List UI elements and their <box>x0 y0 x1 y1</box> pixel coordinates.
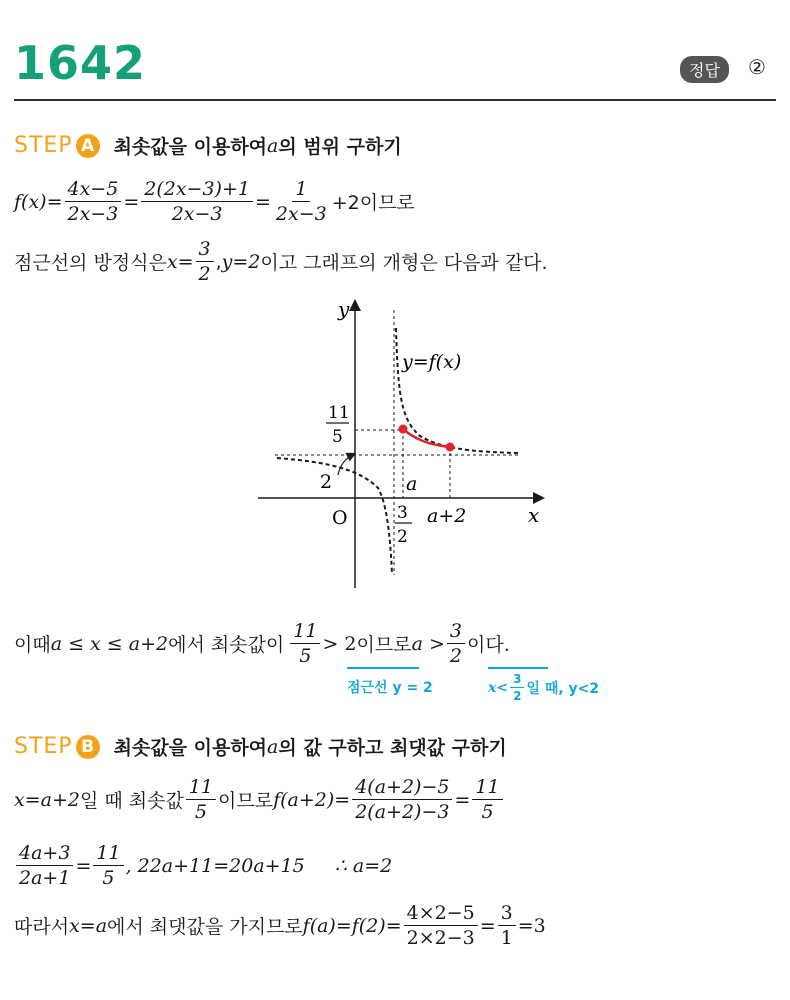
b1-t1: x=a+2 <box>14 788 80 811</box>
x-axis-label: x <box>528 503 540 527</box>
step-b-title-2: 의 값 구하고 최댓값 구하기 <box>278 737 507 759</box>
eq2: = <box>254 190 271 213</box>
line3-t4: 이다. <box>466 634 510 656</box>
line2-frac-den: 2 <box>198 263 211 285</box>
a2-label: a+2 <box>427 505 467 527</box>
y-intercept-arrow <box>338 454 354 475</box>
line3-frac1-num: 11 <box>290 620 320 644</box>
annot2-a: x< <box>488 679 509 696</box>
b1-frac3-num: 11 <box>472 776 502 800</box>
b2-t2: ∴ a=2 <box>334 854 393 877</box>
b2-frac2-num: 11 <box>93 842 123 866</box>
b3-x-eq: x=a <box>69 914 108 937</box>
line3-gt: > 2 <box>322 632 357 655</box>
line3-frac1-den: 5 <box>299 645 312 667</box>
annot1-underline <box>347 667 419 669</box>
line2-x-eq: x= <box>166 250 194 273</box>
line2-frac-num: 3 <box>196 238 214 262</box>
annot2-underline <box>488 667 548 669</box>
b2-frac1-num: 4a+3 <box>16 842 73 866</box>
annot2-den: 2 <box>513 689 522 703</box>
eq1: = <box>123 190 140 213</box>
b1-frac2-den: 2(a+2)−3 <box>355 801 450 823</box>
b2-frac1-den: 2a+1 <box>19 867 71 889</box>
origin-label: O <box>332 507 348 529</box>
line3-t3: 이므로 <box>356 634 412 656</box>
line3-frac2-den: 2 <box>449 645 462 667</box>
b3-t2: 에서 최댓값을 가지므로 <box>107 916 303 938</box>
line3-t2: 에서 최솟값이 <box>168 634 285 656</box>
step-a-line3 <box>14 620 510 667</box>
y-tick-num: 11 <box>328 403 350 423</box>
y-tick-den: 5 <box>332 427 343 447</box>
b1-fa: f(a+2)= <box>273 788 351 811</box>
frac3-num: 1 <box>292 178 310 202</box>
y-axis-label: y <box>338 297 350 321</box>
annot1: 점근선 y = 2 <box>347 680 433 696</box>
x-tick-num: 3 <box>397 503 408 523</box>
b1-t2: 일 때 최솟값 <box>79 790 184 812</box>
b3-frac2-den: 1 <box>500 927 513 949</box>
b3-tail: =3 <box>517 914 546 937</box>
step-a-letter: A <box>76 134 100 158</box>
highlight-segment <box>403 429 450 447</box>
function-graph <box>230 290 560 600</box>
line3-t1: 이때 <box>14 634 51 656</box>
point-min <box>446 443 455 452</box>
x-tick-den: 2 <box>397 527 408 547</box>
step-b-letter: B <box>76 735 100 759</box>
b1-eq: = <box>454 788 471 811</box>
frac2-num: 2(2x−3)+1 <box>141 178 253 202</box>
line2-t3: 이고 그래프의 개형은 다음과 같다. <box>260 252 548 274</box>
step-a-line1 <box>14 178 415 225</box>
step-a-line2 <box>14 238 548 285</box>
b3-frac1-num: 4×2−5 <box>404 902 478 926</box>
frac2-den: 2x−3 <box>171 203 223 225</box>
annot2-num: 3 <box>510 672 524 688</box>
b3-fa: f(a)=f(2)= <box>302 914 402 937</box>
step-a-title-var: a <box>267 134 279 157</box>
step-b-title-1: 최솟값을 이용하여 <box>113 737 268 759</box>
step-b-heading <box>14 733 507 760</box>
b1-frac2-num: 4(a+2)−5 <box>352 776 452 800</box>
header-divider <box>14 99 776 101</box>
a-label: a <box>406 473 418 495</box>
step-b-line2 <box>14 842 392 889</box>
b1-frac1-den: 5 <box>194 801 207 823</box>
b3-frac1-den: 2×2−3 <box>406 927 475 949</box>
step-a-title-1: 최솟값을 이용하여 <box>113 136 268 158</box>
line3-a-gt: a > <box>411 632 445 655</box>
step-b-line3 <box>14 902 546 949</box>
step-b-label: STEP <box>14 734 73 759</box>
annot2-b: 일 때, y<2 <box>526 680 600 697</box>
b3-frac2-num: 3 <box>498 902 516 926</box>
b3-eq: = <box>479 914 496 937</box>
step-a-label: STEP <box>14 133 73 158</box>
line3-frac2-num: 3 <box>447 620 465 644</box>
frac1-den: 2x−3 <box>67 203 119 225</box>
curve-right-branch <box>396 328 518 453</box>
step-a-title-2: 의 범위 구하기 <box>278 136 402 158</box>
line2-t2: , <box>215 250 222 273</box>
curve-label: y=f(x) <box>402 351 462 373</box>
b2-t1: , 22a+11=20a+15 <box>125 854 305 877</box>
b3-t1: 따라서 <box>14 916 70 938</box>
b1-frac1-num: 11 <box>186 776 216 800</box>
answer-badge: 정답 <box>680 56 729 83</box>
frac3-den: 2x−3 <box>275 203 327 225</box>
problem-number: 1642 <box>14 36 147 90</box>
y-intercept-label: 2 <box>320 471 333 493</box>
answer-value: ② <box>748 55 766 79</box>
b1-t3: 이므로 <box>218 790 274 812</box>
b2-eq: = <box>75 854 92 877</box>
line2-t1: 점근선의 방정식은 <box>14 252 167 274</box>
annot2 <box>488 672 599 703</box>
line3-ineq: a ≤ x ≤ a+2 <box>50 632 169 655</box>
step-b-line1 <box>14 776 505 823</box>
point-max <box>399 425 408 434</box>
b2-frac2-den: 5 <box>102 867 115 889</box>
frac1-num: 4x−5 <box>65 178 122 202</box>
line1-tail: +2이므로 <box>331 192 415 214</box>
b1-frac3-den: 5 <box>481 801 494 823</box>
fx-label: f(x)= <box>14 190 63 213</box>
line2-y-eq: y=2 <box>221 250 261 273</box>
step-b-title-var: a <box>267 735 279 758</box>
step-a-heading <box>14 132 402 159</box>
